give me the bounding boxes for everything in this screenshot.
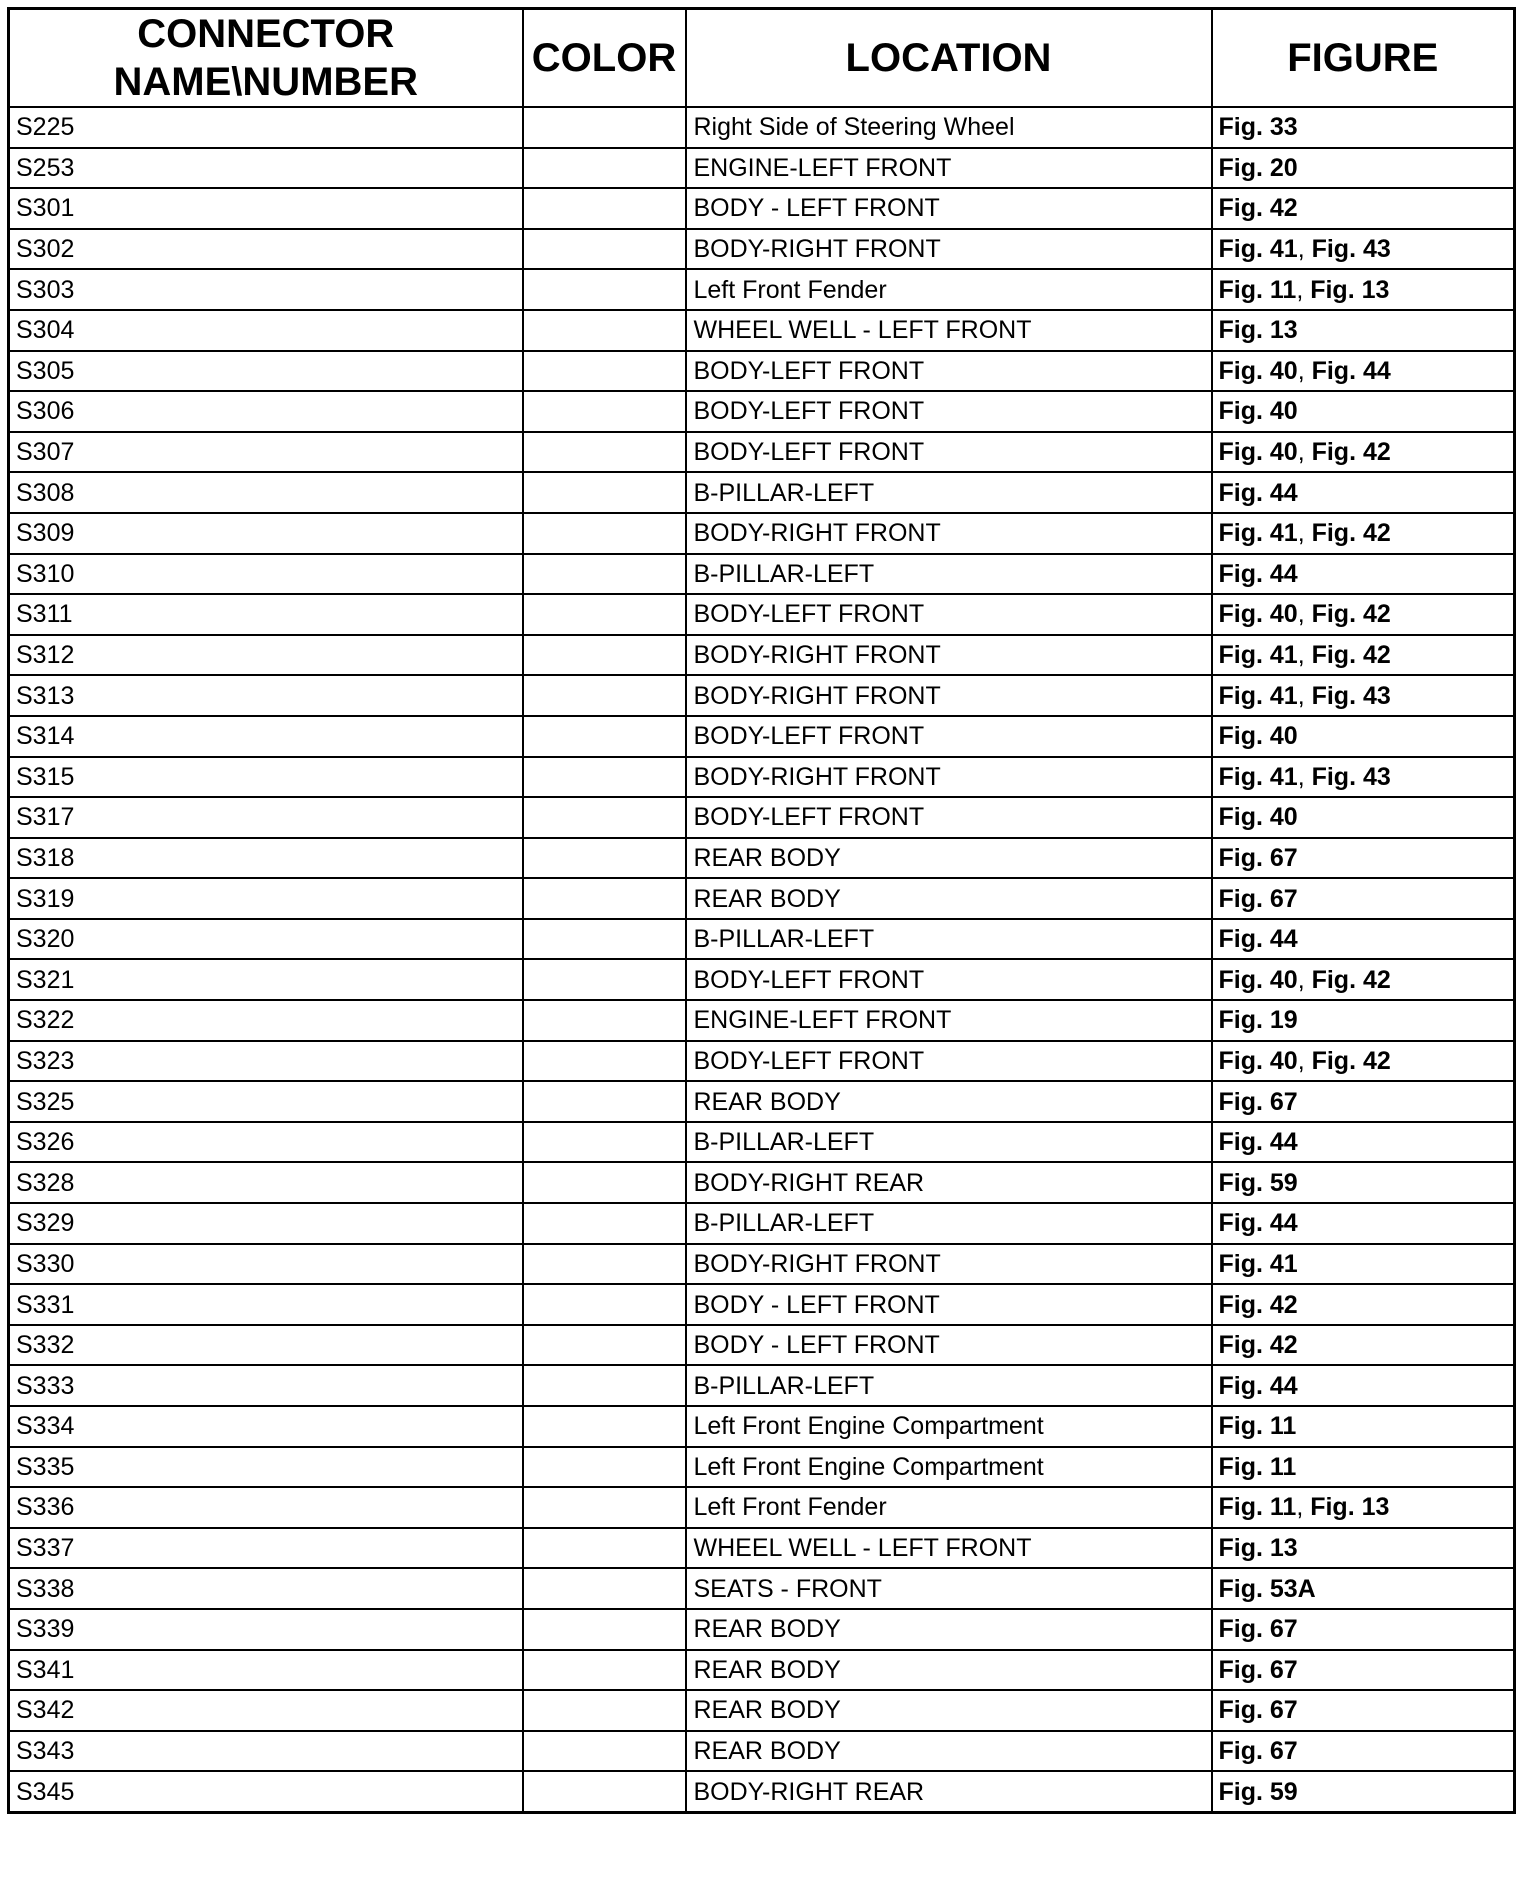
table-row [9, 1771, 1515, 1812]
location-cell: SEATS - FRONT [686, 1568, 1212, 1609]
figure-cell [1212, 1000, 1515, 1041]
table-row [9, 1041, 1515, 1082]
table-row [9, 1365, 1515, 1406]
table-row [9, 716, 1515, 757]
figure-cell [1212, 188, 1515, 229]
figure-ref: Fig. 19 [1218, 1006, 1298, 1035]
figure-ref: Fig. 42 [1311, 1046, 1391, 1075]
table-row [9, 229, 1515, 270]
color-cell [523, 1000, 686, 1041]
location-cell: BODY-RIGHT FRONT [686, 1244, 1212, 1285]
connector-name-cell: S310 [9, 554, 523, 595]
figure-ref: Fig. 44 [1218, 925, 1298, 954]
location-cell: REAR BODY [686, 1690, 1212, 1731]
connector-name-cell: S317 [9, 797, 523, 838]
figure-separator: , [1297, 235, 1312, 264]
connector-name-cell: S318 [9, 838, 523, 879]
color-cell [523, 878, 686, 919]
figure-separator: , [1297, 965, 1312, 994]
figure-cell [1212, 1487, 1515, 1528]
figure-cell [1212, 878, 1515, 919]
connector-name-cell: S305 [9, 351, 523, 392]
figure-ref: Fig. 67 [1218, 843, 1298, 872]
header-connector-name [9, 9, 523, 108]
color-cell [523, 1365, 686, 1406]
connector-name-cell: S326 [9, 1122, 523, 1163]
location-cell: WHEEL WELL - LEFT FRONT [686, 310, 1212, 351]
header-connector-line2: NAME\NUMBER [113, 60, 418, 104]
location-cell: B-PILLAR-LEFT [686, 554, 1212, 595]
location-cell: Left Front Engine Compartment [686, 1447, 1212, 1488]
header-row [9, 9, 1515, 108]
figure-ref: Fig. 41 [1218, 762, 1298, 791]
connector-name-cell: S328 [9, 1162, 523, 1203]
color-cell [523, 1162, 686, 1203]
table-row [9, 554, 1515, 595]
connector-name-cell: S319 [9, 878, 523, 919]
color-cell [523, 919, 686, 960]
location-cell: B-PILLAR-LEFT [686, 919, 1212, 960]
table-body [9, 107, 1515, 1812]
connector-name-cell: S225 [9, 107, 523, 148]
color-cell [523, 1609, 686, 1650]
figure-separator: , [1296, 275, 1311, 304]
figure-cell [1212, 1162, 1515, 1203]
connector-table [7, 7, 1516, 1814]
table-row [9, 594, 1515, 635]
color-cell [523, 148, 686, 189]
connector-name-cell: S308 [9, 472, 523, 513]
connector-name-cell: S338 [9, 1568, 523, 1609]
figure-ref: Fig. 42 [1218, 1331, 1298, 1360]
figure-cell [1212, 1690, 1515, 1731]
table-row [9, 310, 1515, 351]
figure-ref: Fig. 41 [1218, 641, 1298, 670]
figure-ref: Fig. 42 [1311, 965, 1391, 994]
color-cell [523, 188, 686, 229]
figure-cell [1212, 1122, 1515, 1163]
table-row [9, 1081, 1515, 1122]
figure-ref: Fig. 11 [1218, 1452, 1297, 1481]
figure-ref: Fig. 53A [1218, 1574, 1316, 1603]
color-cell [523, 1081, 686, 1122]
location-cell: BODY-LEFT FRONT [686, 959, 1212, 1000]
location-cell: B-PILLAR-LEFT [686, 1365, 1212, 1406]
figure-cell [1212, 1041, 1515, 1082]
table-row [9, 838, 1515, 879]
color-cell [523, 838, 686, 879]
location-cell: REAR BODY [686, 1081, 1212, 1122]
connector-name-cell: S304 [9, 310, 523, 351]
location-cell: REAR BODY [686, 838, 1212, 879]
color-cell [523, 757, 686, 798]
figure-ref: Fig. 13 [1310, 275, 1390, 304]
location-cell: B-PILLAR-LEFT [686, 1203, 1212, 1244]
table-row [9, 188, 1515, 229]
figure-cell [1212, 757, 1515, 798]
location-cell: B-PILLAR-LEFT [686, 1122, 1212, 1163]
header-connector-line1: CONNECTOR [137, 12, 395, 56]
connector-name-cell: S331 [9, 1284, 523, 1325]
connector-name-cell: S345 [9, 1771, 523, 1812]
figure-separator: , [1297, 600, 1312, 629]
connector-name-cell: S335 [9, 1447, 523, 1488]
location-cell: BODY-RIGHT REAR [686, 1771, 1212, 1812]
location-cell: BODY-RIGHT FRONT [686, 635, 1212, 676]
color-cell [523, 635, 686, 676]
color-cell [523, 1731, 686, 1772]
color-cell [523, 1690, 686, 1731]
figure-ref: Fig. 13 [1218, 1534, 1298, 1563]
connector-name-cell: S333 [9, 1365, 523, 1406]
figure-ref: Fig. 67 [1218, 1087, 1298, 1116]
connector-name-cell: S314 [9, 716, 523, 757]
table-row [9, 675, 1515, 716]
figure-cell [1212, 594, 1515, 635]
color-cell [523, 1122, 686, 1163]
figure-ref: Fig. 67 [1218, 884, 1298, 913]
figure-separator: , [1297, 762, 1312, 791]
figure-ref: Fig. 11 [1218, 275, 1297, 304]
color-cell [523, 594, 686, 635]
connector-name-cell: S332 [9, 1325, 523, 1366]
figure-cell [1212, 1568, 1515, 1609]
figure-separator: , [1297, 1046, 1312, 1075]
table-row [9, 757, 1515, 798]
color-cell [523, 432, 686, 473]
figure-ref: Fig. 40 [1218, 438, 1298, 467]
connector-name-cell: S336 [9, 1487, 523, 1528]
figure-ref: Fig. 11 [1218, 1412, 1297, 1441]
table-row [9, 797, 1515, 838]
figure-ref: Fig. 42 [1311, 641, 1391, 670]
header-location: LOCATION [686, 9, 1212, 108]
figure-cell [1212, 229, 1515, 270]
location-cell: WHEEL WELL - LEFT FRONT [686, 1528, 1212, 1569]
table-row [9, 1203, 1515, 1244]
figure-cell [1212, 919, 1515, 960]
table-row [9, 919, 1515, 960]
figure-cell [1212, 1203, 1515, 1244]
connector-name-cell: S329 [9, 1203, 523, 1244]
connector-name-cell: S313 [9, 675, 523, 716]
connector-name-cell: S341 [9, 1650, 523, 1691]
table-row [9, 1162, 1515, 1203]
color-cell [523, 716, 686, 757]
figure-ref: Fig. 67 [1218, 1615, 1298, 1644]
figure-ref: Fig. 44 [1218, 1209, 1298, 1238]
figure-ref: Fig. 13 [1218, 316, 1298, 345]
figure-ref: Fig. 40 [1218, 1046, 1298, 1075]
table-row [9, 1284, 1515, 1325]
location-cell: ENGINE-LEFT FRONT [686, 148, 1212, 189]
table-row [9, 472, 1515, 513]
table-row [9, 1000, 1515, 1041]
figure-cell [1212, 1731, 1515, 1772]
figure-ref: Fig. 11 [1218, 1493, 1297, 1522]
location-cell: REAR BODY [686, 878, 1212, 919]
figure-ref: Fig. 44 [1218, 478, 1298, 507]
figure-separator: , [1297, 681, 1312, 710]
figure-cell [1212, 797, 1515, 838]
figure-ref: Fig. 40 [1218, 965, 1298, 994]
color-cell [523, 1041, 686, 1082]
color-cell [523, 797, 686, 838]
color-cell [523, 1284, 686, 1325]
color-cell [523, 513, 686, 554]
figure-ref: Fig. 41 [1218, 235, 1298, 264]
figure-ref: Fig. 67 [1218, 1737, 1298, 1766]
connector-name-cell: S309 [9, 513, 523, 554]
figure-ref: Fig. 44 [1218, 559, 1298, 588]
color-cell [523, 1325, 686, 1366]
table-row [9, 1568, 1515, 1609]
location-cell: Left Front Fender [686, 1487, 1212, 1528]
figure-cell [1212, 959, 1515, 1000]
figure-ref: Fig. 42 [1311, 438, 1391, 467]
location-cell: BODY - LEFT FRONT [686, 1284, 1212, 1325]
figure-ref: Fig. 40 [1218, 722, 1298, 751]
location-cell: BODY-LEFT FRONT [686, 797, 1212, 838]
figure-ref: Fig. 40 [1218, 356, 1298, 385]
figure-ref: Fig. 42 [1218, 194, 1298, 223]
color-cell [523, 554, 686, 595]
location-cell: BODY-RIGHT FRONT [686, 229, 1212, 270]
table-row [9, 1609, 1515, 1650]
color-cell [523, 1568, 686, 1609]
color-cell [523, 959, 686, 1000]
figure-ref: Fig. 13 [1310, 1493, 1390, 1522]
color-cell [523, 391, 686, 432]
figure-ref: Fig. 43 [1311, 681, 1391, 710]
figure-cell [1212, 635, 1515, 676]
table-row [9, 391, 1515, 432]
figure-ref: Fig. 44 [1218, 1371, 1298, 1400]
color-cell [523, 1447, 686, 1488]
figure-ref: Fig. 20 [1218, 153, 1298, 182]
figure-cell [1212, 675, 1515, 716]
header-figure: FIGURE [1212, 9, 1515, 108]
connector-name-cell: S337 [9, 1528, 523, 1569]
figure-separator: , [1296, 1493, 1311, 1522]
table-row [9, 269, 1515, 310]
figure-cell [1212, 391, 1515, 432]
color-cell [523, 107, 686, 148]
figure-cell [1212, 1325, 1515, 1366]
figure-cell [1212, 1365, 1515, 1406]
figure-cell [1212, 1406, 1515, 1447]
connector-name-cell: S325 [9, 1081, 523, 1122]
figure-ref: Fig. 40 [1218, 600, 1298, 629]
location-cell: BODY - LEFT FRONT [686, 188, 1212, 229]
figure-ref: Fig. 67 [1218, 1655, 1298, 1684]
location-cell: BODY-LEFT FRONT [686, 594, 1212, 635]
figure-cell [1212, 351, 1515, 392]
location-cell: Left Front Engine Compartment [686, 1406, 1212, 1447]
figure-ref: Fig. 42 [1311, 600, 1391, 629]
connector-name-cell: S342 [9, 1690, 523, 1731]
color-cell [523, 351, 686, 392]
location-cell: BODY-RIGHT FRONT [686, 675, 1212, 716]
location-cell: BODY-RIGHT FRONT [686, 757, 1212, 798]
connector-name-cell: S306 [9, 391, 523, 432]
table-row [9, 351, 1515, 392]
color-cell [523, 1528, 686, 1569]
figure-cell [1212, 472, 1515, 513]
color-cell [523, 1650, 686, 1691]
figure-cell [1212, 1528, 1515, 1569]
location-cell: BODY-LEFT FRONT [686, 391, 1212, 432]
figure-cell [1212, 1447, 1515, 1488]
table-row [9, 107, 1515, 148]
table-row [9, 1406, 1515, 1447]
figure-cell [1212, 513, 1515, 554]
table-row [9, 878, 1515, 919]
figure-ref: Fig. 59 [1218, 1777, 1298, 1806]
location-cell: BODY - LEFT FRONT [686, 1325, 1212, 1366]
table-row [9, 148, 1515, 189]
table-row [9, 1244, 1515, 1285]
connector-name-cell: S339 [9, 1609, 523, 1650]
figure-ref: Fig. 40 [1218, 397, 1298, 426]
connector-name-cell: S330 [9, 1244, 523, 1285]
figure-cell [1212, 1650, 1515, 1691]
location-cell: B-PILLAR-LEFT [686, 472, 1212, 513]
connector-name-cell: S320 [9, 919, 523, 960]
table-row [9, 635, 1515, 676]
figure-separator: , [1297, 438, 1312, 467]
color-cell [523, 1487, 686, 1528]
figure-cell [1212, 1081, 1515, 1122]
figure-separator: , [1297, 641, 1312, 670]
figure-separator: , [1297, 519, 1312, 548]
color-cell [523, 1406, 686, 1447]
figure-cell [1212, 432, 1515, 473]
location-cell: BODY-LEFT FRONT [686, 716, 1212, 757]
figure-cell [1212, 1244, 1515, 1285]
table-row [9, 1690, 1515, 1731]
color-cell [523, 1203, 686, 1244]
color-cell [523, 1771, 686, 1812]
connector-name-cell: S311 [9, 594, 523, 635]
color-cell [523, 269, 686, 310]
connector-name-cell: S312 [9, 635, 523, 676]
color-cell [523, 472, 686, 513]
figure-cell [1212, 310, 1515, 351]
figure-ref: Fig. 41 [1218, 681, 1298, 710]
connector-name-cell: S343 [9, 1731, 523, 1772]
location-cell: Left Front Fender [686, 269, 1212, 310]
location-cell: BODY-LEFT FRONT [686, 1041, 1212, 1082]
table-row [9, 1325, 1515, 1366]
table-header [9, 9, 1515, 108]
header-color: COLOR [523, 9, 686, 108]
table-row [9, 513, 1515, 554]
connector-name-cell: S321 [9, 959, 523, 1000]
color-cell [523, 310, 686, 351]
location-cell: BODY-LEFT FRONT [686, 432, 1212, 473]
color-cell [523, 229, 686, 270]
figure-cell [1212, 148, 1515, 189]
table-row [9, 1487, 1515, 1528]
connector-name-cell: S302 [9, 229, 523, 270]
figure-cell [1212, 1771, 1515, 1812]
location-cell: REAR BODY [686, 1650, 1212, 1691]
figure-ref: Fig. 41 [1218, 519, 1298, 548]
figure-ref: Fig. 59 [1218, 1168, 1298, 1197]
connector-name-cell: S322 [9, 1000, 523, 1041]
color-cell [523, 675, 686, 716]
figure-cell [1212, 838, 1515, 879]
figure-ref: Fig. 40 [1218, 803, 1298, 832]
table-row [9, 1731, 1515, 1772]
location-cell: Right Side of Steering Wheel [686, 107, 1212, 148]
location-cell: REAR BODY [686, 1609, 1212, 1650]
table-row [9, 1122, 1515, 1163]
figure-separator: , [1297, 356, 1312, 385]
connector-name-cell: S307 [9, 432, 523, 473]
figure-ref: Fig. 44 [1218, 1128, 1298, 1157]
figure-ref: Fig. 42 [1218, 1290, 1298, 1319]
location-cell: BODY-RIGHT REAR [686, 1162, 1212, 1203]
table-row [9, 432, 1515, 473]
connector-name-cell: S323 [9, 1041, 523, 1082]
connector-name-cell: S315 [9, 757, 523, 798]
table-row [9, 1447, 1515, 1488]
figure-ref: Fig. 43 [1311, 235, 1391, 264]
location-cell: BODY-LEFT FRONT [686, 351, 1212, 392]
table-row [9, 1528, 1515, 1569]
figure-cell [1212, 107, 1515, 148]
figure-cell [1212, 716, 1515, 757]
color-cell [523, 1244, 686, 1285]
figure-cell [1212, 1284, 1515, 1325]
location-cell: BODY-RIGHT FRONT [686, 513, 1212, 554]
connector-name-cell: S303 [9, 269, 523, 310]
table-row [9, 959, 1515, 1000]
figure-cell [1212, 554, 1515, 595]
figure-ref: Fig. 42 [1311, 519, 1391, 548]
figure-ref: Fig. 44 [1311, 356, 1391, 385]
location-cell: ENGINE-LEFT FRONT [686, 1000, 1212, 1041]
connector-name-cell: S334 [9, 1406, 523, 1447]
connector-name-cell: S253 [9, 148, 523, 189]
connector-name-cell: S301 [9, 188, 523, 229]
figure-ref: Fig. 33 [1218, 113, 1298, 142]
figure-ref: Fig. 67 [1218, 1696, 1298, 1725]
location-cell: REAR BODY [686, 1731, 1212, 1772]
figure-cell [1212, 269, 1515, 310]
figure-cell [1212, 1609, 1515, 1650]
figure-ref: Fig. 41 [1218, 1249, 1298, 1278]
table-row [9, 1650, 1515, 1691]
figure-ref: Fig. 43 [1311, 762, 1391, 791]
